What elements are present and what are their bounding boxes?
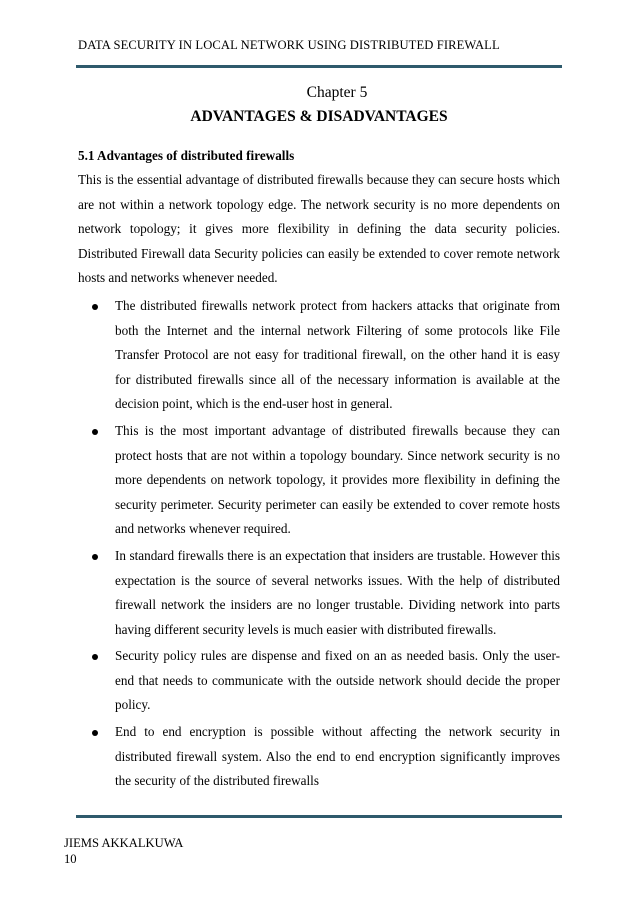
bullet-icon <box>92 730 98 736</box>
list-item <box>78 419 560 542</box>
section-heading: 5.1 Advantages of distributed firewalls <box>78 148 295 163</box>
list-item <box>78 720 560 794</box>
list-item <box>78 644 560 718</box>
chapter-label: Chapter 5 <box>306 84 368 101</box>
list-item-text: In standard firewalls there is an expectation that insiders are trustable. However this expectation is the source of several networks issues. With the help of distributed firewall network the insiders are no longer trustable. Dividing network into parts having different security levels is much easier with distributed firewalls. <box>115 547 560 637</box>
bullet-icon <box>92 554 98 560</box>
footer-organization: JIEMS AKKALKUWA <box>64 836 184 850</box>
list-item-text: End to end encryption is possible without affecting the network security in distributed firewall system. Also the end to end encryption significantly improves the security of the distributed firewalls <box>115 724 560 789</box>
running-header: DATA SECURITY IN LOCAL NETWORK USING DISTRIBUTED FIREWALL <box>78 38 500 52</box>
intro-paragraph: This is the essential advantage of distributed firewalls because they can secure hosts which are not within a network topology edge. The network security is no more dependents on network topology; it gives more flexibility in defining the data security policies. Distributed Firewall data Security policies can easily be extended to cover remote network hosts and networks whenever needed. <box>78 172 560 286</box>
list-item <box>78 294 560 417</box>
advantages-list <box>78 294 560 794</box>
page-number: 10 <box>64 852 77 866</box>
chapter-title: ADVANTAGES & DISADVANTAGES <box>190 108 448 125</box>
list-item-text: Security policy rules are dispense and fixed on an as needed basis. Only the user-end that needs to communicate with the outside network should decide the proper policy. <box>115 648 560 713</box>
footer-rule <box>76 815 562 818</box>
bullet-icon <box>92 654 98 660</box>
bullet-icon <box>92 304 98 310</box>
list-item <box>78 544 560 642</box>
header-rule <box>76 65 562 68</box>
list-item-text: The distributed firewalls network protect from hackers attacks that originate from both the Internet and the internal network Filtering of some protocols like File Transfer Protocol are not easy for traditional firewall, on the other hand it is easy for distributed firewalls since all of the necessary information is available at the decision point, which is the end-user host in general. <box>115 297 560 412</box>
section-content <box>78 147 560 796</box>
bullet-icon <box>92 429 98 435</box>
list-item-text: This is the most important advantage of distributed firewalls because they can protect hosts that are not within a topology boundary. Since network security is no more dependents on network topology, it provides more flexibility in defining the security perimeter. Security perimeter can easily be extended to cover remote hosts and networks whenever required. <box>115 422 560 537</box>
